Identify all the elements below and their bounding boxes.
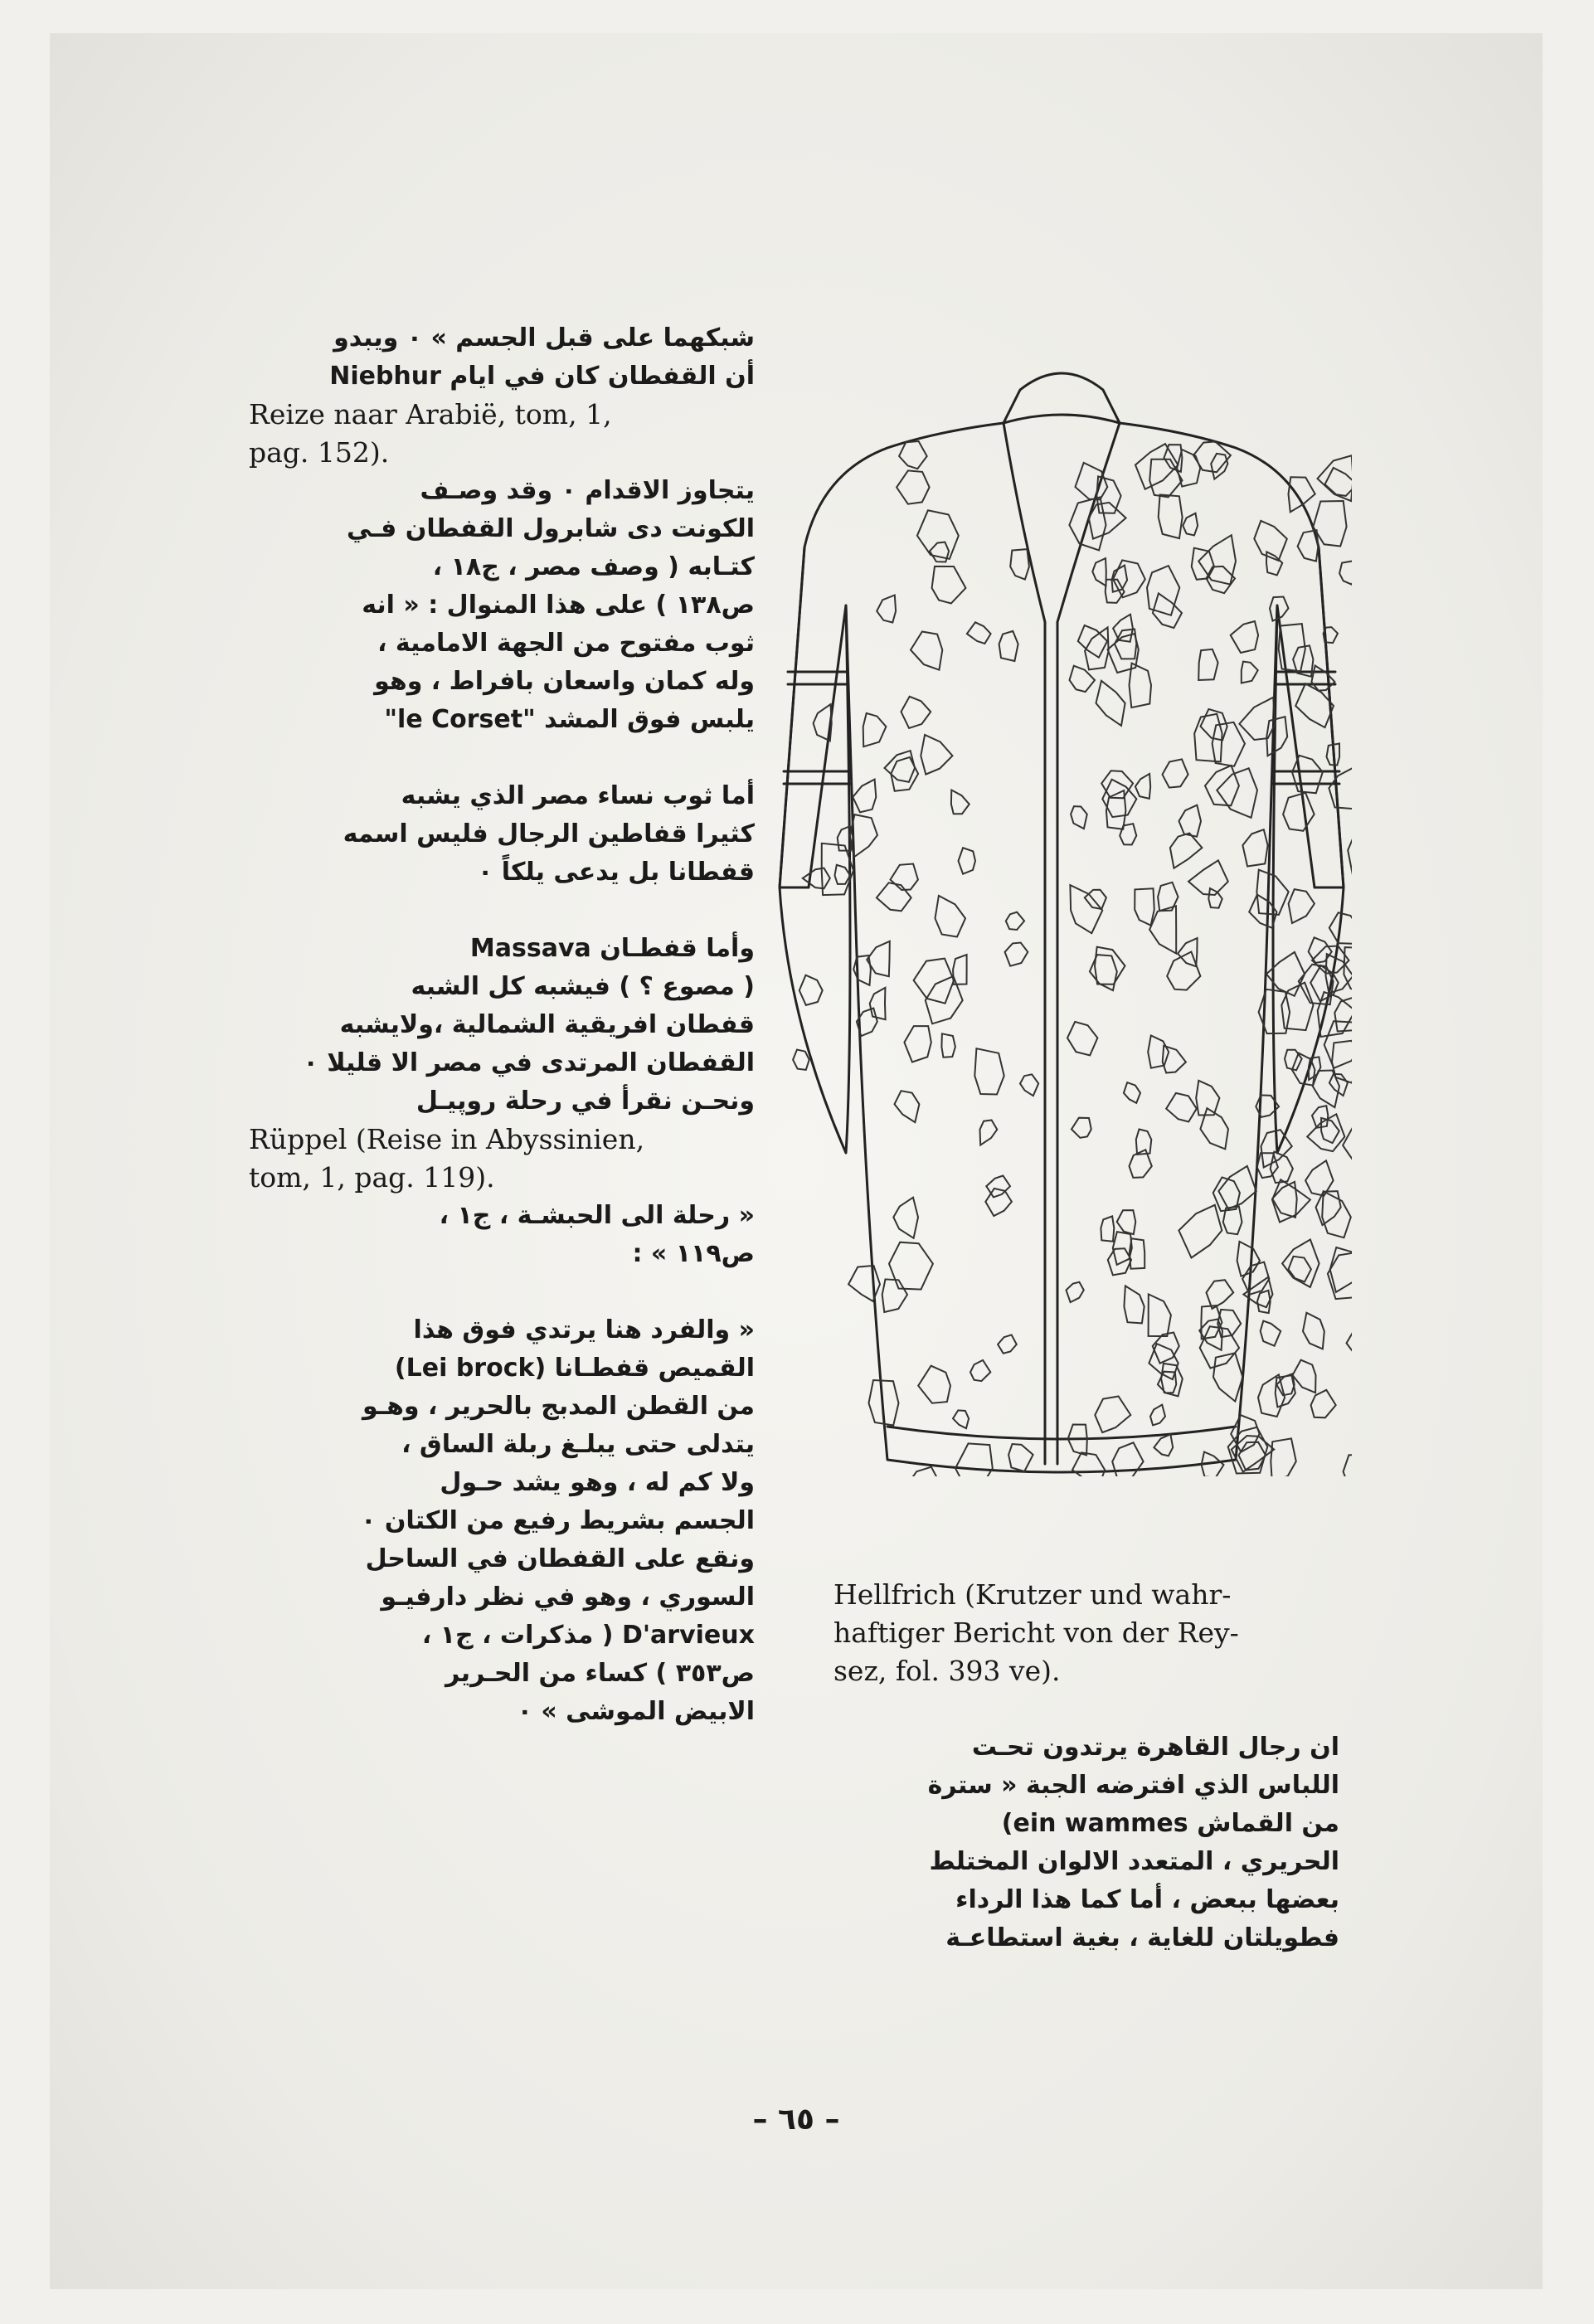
text-line: ولا كم له ، وهو يشد حـول [440,1468,755,1497]
text-line: أن القفطان كان في ايام Niebhur [329,362,755,391]
pattern-shape [1167,952,1200,990]
pattern-shape [1231,621,1258,653]
pattern-shape [1124,1082,1140,1103]
pattern-shape [1095,947,1125,985]
pattern-shape [1020,1074,1038,1096]
pattern-shape [1347,1323,1353,1364]
text-line: tom, 1, pag. 119). [249,1161,495,1194]
pattern-shape [1166,1093,1197,1122]
pattern-shape [1170,834,1203,868]
page-number: – ٦٥ – [752,2103,840,2137]
pattern-shape [1309,937,1332,963]
text-line: من القماش ein wammes) [1001,1809,1339,1838]
pattern-shape [1085,627,1109,669]
pattern-shape [921,735,952,775]
text-line: Rüppel (Reise in Abyssinien, [249,1123,645,1155]
text-line: Hellfrich (Krutzer und wahr- [833,1578,1232,1611]
text-line: يلبس فوق المشد "le Corset" [384,705,755,734]
pattern-shape [799,975,823,1005]
pattern-shape [1149,1294,1171,1336]
text-line: ثوب مفتوح من الجهة الامامية ، [377,629,755,658]
pattern-shape [1135,774,1150,799]
text-line: أما ثوب نساء مصر الذي يشبه [401,781,755,810]
pattern-shape [1067,1282,1084,1302]
pattern-shape [1271,1438,1296,1476]
pattern-shape [980,1121,998,1145]
text-line: كتـابه ( وصف مصر ، ج١٨ ، [432,552,755,581]
pattern-shape [904,1026,931,1062]
pattern-shape [1150,1405,1165,1426]
pattern-shape [1211,454,1227,479]
pattern-shape [1266,717,1287,756]
pattern-shape [1194,714,1222,762]
text-line: pag. 152). [249,436,390,469]
pattern-shape [885,751,916,782]
pattern-shape [1293,1360,1316,1393]
text-line: ونحـن نقرأ في رحلة روپيـل [416,1087,755,1116]
pattern-shape [1071,806,1087,829]
pattern-shape [1067,1022,1097,1056]
pattern-shape [877,596,896,623]
pattern-shape [1147,566,1179,615]
text-line: ان رجال القاهرة يرتدون تحـت [971,1733,1339,1762]
text-line: كثيرا قفاطين الرجال فليس اسمه [343,819,755,848]
pattern-shape [1198,649,1217,680]
text-line: « رحلة الى الحبشـة ، ج١ ، [439,1201,755,1230]
pattern-shape [1258,1374,1285,1417]
pattern-shape [1179,805,1202,837]
pattern-shape [911,632,942,670]
pattern-shape [1108,634,1139,673]
pattern-shape [870,988,886,1019]
text-line: haftiger Bericht von der Rey- [833,1617,1239,1649]
text-line: السوري ، وهو في نظر دارفيـو [381,1583,755,1612]
pattern-shape [848,1266,880,1301]
pattern-shape [917,510,959,559]
pattern-shape [1135,444,1178,489]
pattern-shape [974,1048,1004,1094]
pattern-shape [1239,698,1275,740]
pattern-shape [1085,890,1106,909]
pattern-shape [1154,1434,1173,1456]
pattern-shape [1092,558,1106,586]
pattern-shape [941,1033,955,1057]
pattern-shape [891,864,918,891]
right-text-column [833,1576,1339,1957]
pattern-shape [1261,1321,1281,1346]
text-line: وأما قفطـان Massava [469,934,755,963]
text-line: الابيض الموشى » ٠ [517,1697,755,1726]
pattern-shape [1183,513,1198,536]
text-line: الكونت دى شابرول القفطان فـي [347,514,755,543]
paragraph-gap [249,739,755,777]
caftan-illustration [771,357,1352,1476]
pattern-shape [1313,1071,1339,1108]
pattern-shape [882,1279,907,1312]
text-line: يتجاوز الاقدام ٠ وقد وصـف [420,476,755,505]
paragraph-gap [249,892,755,930]
pattern-shape [1339,562,1352,585]
pattern-shape [1072,1118,1091,1138]
pattern-shape [863,713,887,746]
pattern-shape [1188,860,1228,895]
pattern-shape [1130,1238,1144,1268]
pattern-shape [1010,549,1029,580]
text-line: sez, fol. 393 ve). [833,1655,1061,1687]
pattern-shape [1076,463,1108,499]
pattern-shape [1289,889,1315,923]
pattern-shape [889,1242,933,1290]
pattern-shape [853,780,876,813]
pattern-shape [955,1443,993,1476]
pattern-shape [1324,1021,1352,1068]
paragraph-gap [833,1690,1339,1728]
pattern-shape [893,1198,918,1238]
pattern-shape [985,1189,1012,1216]
pattern-shape [1192,548,1214,580]
text-line: ص١١٩ » : [632,1239,755,1268]
text-line: القميص قفطـانا (Lei brock) [394,1354,755,1383]
pattern-shape [967,622,991,644]
pattern-shape [1316,1191,1341,1225]
pattern-shape [901,697,931,728]
pattern-shape [918,1366,950,1403]
left-text-column [249,319,755,1731]
text-line: بعضها ببعض ، أما كما هذا الرداء [955,1885,1339,1914]
text-line: وله كمان واسعان بافراط ، وهو [374,667,755,696]
pattern-shape [1242,662,1258,683]
text-line: يتدلى حتى يبلـغ ربلة الساق ، [401,1430,755,1459]
pattern-shape [1198,535,1236,584]
pattern-shape [897,470,930,503]
pattern-shape [1305,1160,1334,1195]
text-line: قفطانا بل يدعى يلكاً ٠ [477,858,755,887]
text-line: ونقع على القفطان في الساحل [365,1544,755,1573]
paragraph-gap [249,1273,755,1311]
pattern-shape [1207,1280,1234,1309]
text-line: الجسم بشريط رفيع من الكتان ٠ [361,1506,755,1535]
pattern-shape [999,631,1018,661]
pattern-shape [1117,1210,1136,1234]
pattern-shape [1270,597,1289,621]
text-line: قفطان افريقية الشمالية ،ولايشبه [339,1010,755,1039]
text-line: اللباس الذي افترضه الجبة « سترة [927,1771,1339,1800]
pattern-shape [1303,1313,1324,1349]
text-line: ص١٣٨ ) على هذا المنوال : « انه [362,591,755,620]
pattern-shape [1108,1248,1131,1275]
pattern-shape [1124,1286,1144,1323]
pattern-shape [932,566,966,604]
pattern-shape [959,848,976,873]
pattern-shape [1311,666,1334,691]
text-line: « والفرد هنا يرتدي فوق هذا [413,1315,755,1344]
pattern-shape [895,1091,920,1122]
pattern-shape [914,959,955,1004]
text-line: ( مصوع ؟ ) فيشبه كل الشبه [411,972,755,1001]
pattern-shape [1096,681,1125,726]
pattern-shape [1120,824,1136,844]
pattern-shape [1089,503,1126,539]
pattern-shape [835,865,851,884]
text-line: فطويلتان للغاية ، بغية استطاعـة [945,1923,1339,1952]
pattern-shape [1329,768,1352,809]
pattern-shape [1343,1124,1352,1162]
pattern-shape [1334,998,1352,1032]
text-line: الحريري ، المتعدد الالوان المختلط [929,1847,1339,1876]
pattern-shape [1348,829,1352,877]
pattern-shape [1217,768,1257,818]
pattern-shape [1283,793,1315,831]
pattern-shape [1095,1397,1130,1433]
pattern-shape [953,1410,969,1428]
text-line: ص٣٥٣ ) كساء من الحـرير [445,1659,755,1688]
pattern-shape [951,790,970,814]
pattern-shape [1005,943,1028,966]
text-line: Reize naar Arabië, tom, 1, [249,398,612,430]
pattern-shape [1292,756,1323,794]
pattern-shape [1006,912,1024,930]
pattern-shape [1178,1205,1222,1258]
pattern-shape [1228,1427,1268,1474]
pattern-shape [906,1467,941,1476]
text-line: القفطان المرتدى في مصر الا قليلا ٠ [303,1048,755,1077]
pattern-shape [1199,1320,1222,1350]
pattern-shape [1101,1216,1114,1241]
pattern-shape [1213,722,1245,766]
pattern-shape [1344,1455,1352,1476]
pattern-shape [1208,888,1222,908]
pattern-shape [803,868,830,889]
pattern-shape [1242,829,1267,866]
pattern-shape [1008,1444,1033,1471]
pattern-shape [1325,468,1353,496]
pattern-shape [1196,1081,1219,1116]
pattern-shape [899,441,927,469]
text-line: شبكهما على قبل الجسم » ٠ ويبدو [333,323,755,352]
pattern-shape [1311,1390,1336,1418]
pattern-shape [1148,1036,1169,1068]
pattern-shape [793,1050,809,1070]
text-line: D'arvieux ( مذكرات ، ج١ ، [421,1621,755,1650]
pattern-shape [1289,477,1315,512]
pattern-shape [1289,1257,1311,1282]
pattern-shape [1163,759,1188,787]
pattern-shape [877,882,911,911]
text-line: من القطن المدبج بالحرير ، وهـو [362,1392,755,1421]
pattern-shape [936,896,966,937]
pattern-shape [998,1335,1017,1353]
pattern-shape [1130,664,1152,708]
pattern-shape [970,1360,990,1381]
pattern-shape [1135,888,1154,925]
pattern-shape [1159,495,1183,539]
